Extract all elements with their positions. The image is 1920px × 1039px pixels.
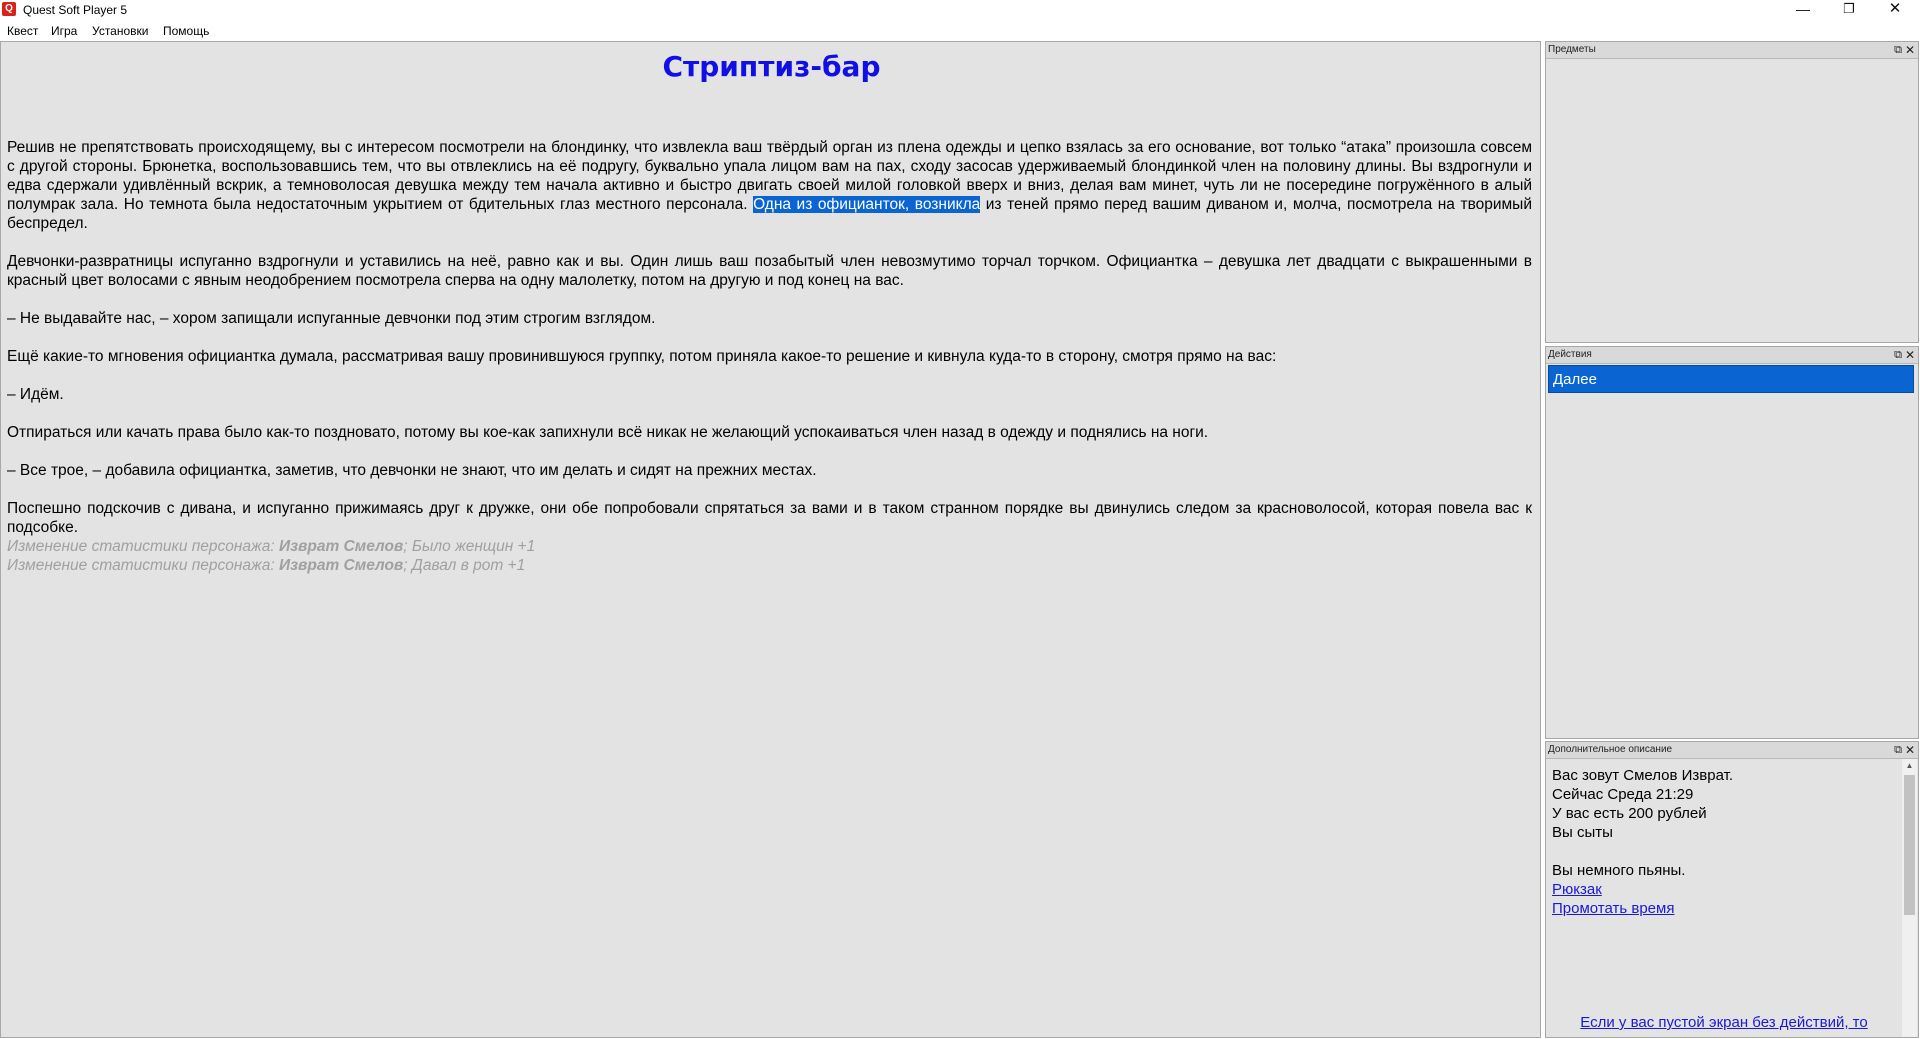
story-paragraph: Ещё какие-то мгновения официантка думала, рассматривая вашу провинившуюся группку, потом приняла какое-то решение и кивнула куда-то в сторону, смотря прямо на вас:	[7, 348, 1277, 365]
description-text	[1552, 766, 1733, 918]
stat-prefix: Изменение статистики персонажа:	[7, 538, 279, 555]
story-paragraph: Поспешно подскочив с дивана, и испуганно прижимаясь друг к дружке, они обе попробовали спрятаться за вами и в таком странном порядке вы двинулись следом за красноволосой, которая повела вас к подсобке.	[7, 500, 1532, 536]
description-panel-header	[1546, 742, 1918, 759]
items-panel-title: Предметы	[1548, 44, 1596, 55]
description-panel	[1545, 741, 1919, 1038]
app-icon: Q	[2, 2, 16, 16]
stat-suffix: ; Было женщин +1	[403, 538, 536, 555]
story-paragraph: Отпираться или качать права было как-то поздновато, потому вы кое-как запихнули всё никак не желающий успокаиваться член назад в одежду и поднялись на ноги.	[7, 424, 1209, 441]
actions-panel-header	[1546, 347, 1918, 364]
action-next[interactable]: Далее	[1548, 365, 1914, 393]
menu-bar	[0, 21, 1920, 41]
main-text-pane[interactable]	[0, 41, 1541, 1038]
restore-button[interactable]: ❐	[1843, 1, 1855, 16]
items-panel-header	[1546, 42, 1918, 59]
story-paragraph	[7, 138, 1532, 233]
description-line: Сейчас Среда 21:29	[1552, 786, 1694, 803]
stat-change-line	[7, 556, 1532, 575]
close-icon[interactable]: ✕	[1904, 348, 1915, 362]
stat-suffix: ; Давал в рот +1	[403, 557, 526, 574]
description-line	[1552, 842, 1733, 861]
skip-time-link[interactable]: Промотать время	[1552, 900, 1675, 917]
location-title: Стриптиз-бар	[662, 50, 881, 83]
items-panel	[1545, 41, 1919, 343]
close-icon[interactable]: ✕	[1904, 743, 1915, 757]
stat-change-line	[7, 537, 1532, 556]
undock-icon[interactable]: ⧉	[1894, 744, 1902, 756]
stat-character-name: Изврат Смелов	[278, 557, 404, 574]
story-text-part: из теней прямо перед вашим диваном и, молча, посмотрела на творимый беспредел.	[7, 196, 1532, 232]
story-paragraph: – Все трое, – добавила официантка, заметив, что девчонки не знают, что им делать и сидят на прежних местах.	[7, 462, 817, 479]
story-text-part: Решив не препятствовать происходящему, вы с интересом посмотрели на блондинку, что извлекла ваш твёрдый орган из плена одежды и цепко взялась за его основание, вот только “атака” произошла совсем с другой стороны. Брюнетка, воспользовавшись тем, что вы отвлеклись на её подругу, буквально упала лицом вам на пах, сходу засосав удерживаемый блондинкой член на половину длины. Вы вздрогнули и едва сдержали удивлённый вскрик, а темноволосая девушка между тем начала активно и быстро двигать своей милой головкой вверх и вниз, делая вам минет, чуть ли не посередине погружённого в алый полумрак зала. Но темнота была недостаточным укрытием от бдительных глаз местного персонала.	[7, 139, 1532, 213]
menu-quest[interactable]: Квест	[7, 24, 39, 38]
window-title: Quest Soft Player 5	[23, 3, 128, 17]
actions-panel	[1545, 346, 1919, 739]
menu-help[interactable]: Помощь	[163, 24, 210, 38]
story-text	[7, 138, 1532, 575]
actions-panel-title: Действия	[1548, 349, 1592, 360]
selected-text: Одна из официанток, возникла	[753, 196, 981, 213]
menu-settings[interactable]: Установки	[92, 24, 149, 38]
description-line: Вы сыты	[1552, 824, 1613, 841]
close-button[interactable]: ✕	[1888, 0, 1902, 17]
stat-prefix: Изменение статистики персонажа:	[7, 557, 279, 574]
story-paragraph: Девчонки-развратницы испуганно вздрогнули и уставились на неё, равно как и вы. Один лишь ваш позабытый член невозмутимо торчал торчком. Официантка – девушка лет двадцати с выкрашенными в красный цвет волосами с явным неодобрением посмотрела сперва на одну малолетку, потом на другую и под конец на вас.	[7, 253, 1532, 289]
title-bar	[0, 0, 1920, 20]
description-line: У вас есть 200 рублей	[1552, 805, 1707, 822]
description-scrollbar[interactable]	[1902, 759, 1917, 1037]
minimize-button[interactable]: —	[1796, 1, 1810, 17]
story-paragraph: – Идём.	[7, 386, 64, 403]
description-line: Вы немного пьяны.	[1552, 862, 1686, 879]
scrollbar-thumb[interactable]	[1904, 775, 1915, 915]
description-line: Вас зовут Смелов Изврат.	[1552, 767, 1733, 784]
help-link[interactable]: Если у вас пустой экран без действий, то	[1580, 1014, 1868, 1031]
stat-character-name: Изврат Смелов	[278, 538, 404, 555]
menu-game[interactable]: Игра	[51, 24, 78, 38]
close-icon[interactable]: ✕	[1904, 43, 1915, 57]
description-panel-title: Дополнительное описание	[1548, 744, 1673, 755]
undock-icon[interactable]: ⧉	[1894, 44, 1902, 56]
story-paragraph: – Не выдавайте нас, – хором запищали испуганные девчонки под этим строгим взглядом.	[7, 310, 656, 327]
scroll-up-arrow-icon[interactable]: ▲	[1905, 761, 1914, 770]
undock-icon[interactable]: ⧉	[1894, 349, 1902, 361]
backpack-link[interactable]: Рюкзак	[1552, 881, 1602, 898]
